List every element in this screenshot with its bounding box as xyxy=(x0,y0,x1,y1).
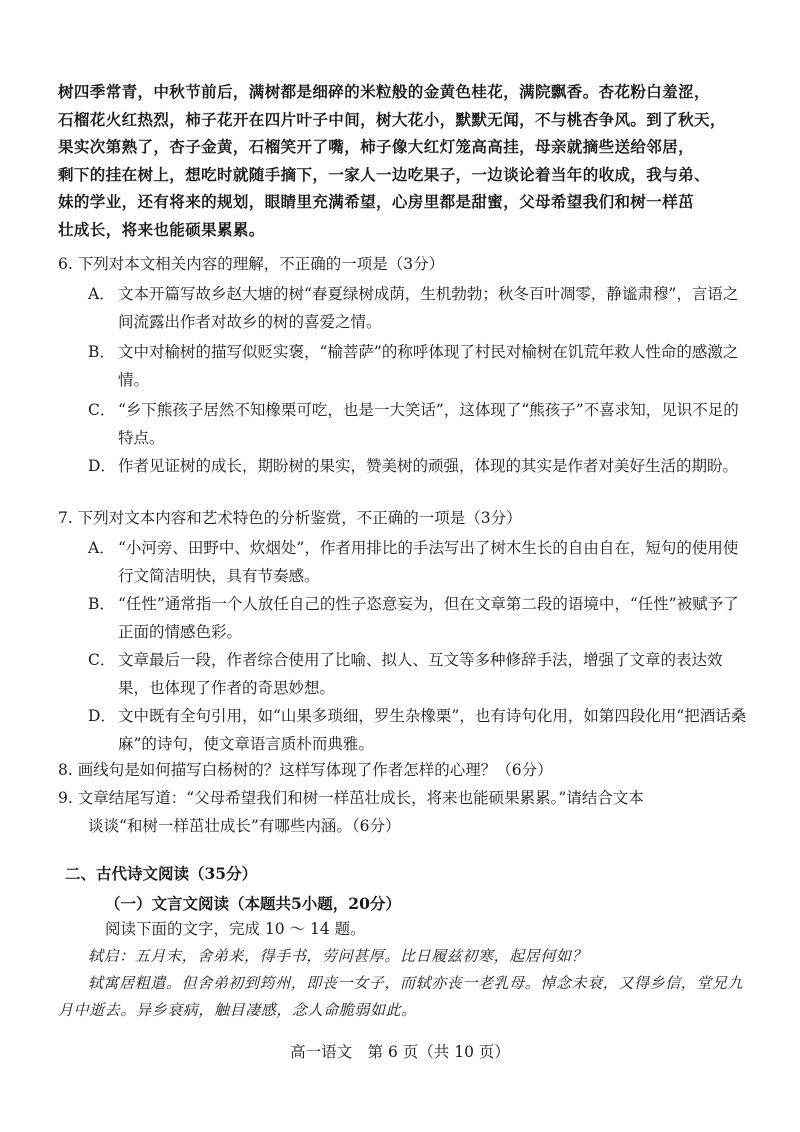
passage-line: 壮成长，将来也能硕果累累。 xyxy=(58,219,265,239)
passage-line: 石榴花火红热烈，柿子花开在四片叶子中间，树大花小，默默无闻，不与桃杏争风。到了秋天， xyxy=(58,109,726,129)
classical-paragraph: 轼寓居粗遣。但舍弟初到筠州，即丧一女子，而轼亦丧一老乳母。悼念未衰，又得乡信，堂兄九月中逝去。异乡衰病，触目凄感，念人命脆弱如此。 xyxy=(58,974,744,1019)
question-stem: 8. 画线句是如何描写白杨树的？这样写体现了作者怎样的心理？（6分） xyxy=(58,761,553,779)
option-letter: C． xyxy=(88,651,116,669)
option-letter: B． xyxy=(88,595,115,613)
subsection-title: （一）文言文阅读（本题共5小题，20分） xyxy=(105,894,401,913)
option-text: 文中对榆树的描写似贬实褒，“榆菩萨”的称呼体现了村民对榆树在饥荒年救人性命的感激之情。 xyxy=(118,343,739,389)
passage-line: 剩下的挂在树上，想吃时就随手摘下，一家人一边吃果子，一边谈论着当年的收成，我与弟、 xyxy=(58,164,710,184)
question-stem-line-1: 9. 文章结尾写道：“父母希望我们和树一样茁壮成长，将来也能硕果累累。”请结合文本 xyxy=(58,789,644,807)
question-stem-line-2: 谈谈“和树一样茁壮成长”有哪些内涵。（6分） xyxy=(88,817,401,835)
option-letter: D． xyxy=(88,707,116,725)
option-text: “任性”通常指一个人放任自己的性子恣意妄为，但在文章第二段的语境中，“任性”被赋予了正面的情感色彩。 xyxy=(118,595,739,641)
option-b xyxy=(88,338,748,394)
classical-paragraph: 轼启：五月末，舍弟来，得手书，劳问甚厚。比日履兹初寒，起居何如？ xyxy=(88,947,588,965)
option-c xyxy=(88,646,748,702)
option-d xyxy=(88,702,748,758)
passage-line: 果实次第熟了，杏子金黄，石榴笑开了嘴，柿子像大红灯笼高高挂，母亲就摘些送给邻居， xyxy=(58,137,695,157)
option-text: “乡下熊孩子居然不知橡栗可吃，也是一大笑话”，这体现了“熊孩子”不喜求知，见识不足的特点。 xyxy=(118,401,739,447)
option-letter: B． xyxy=(88,343,115,361)
option-c xyxy=(88,396,748,452)
option-b xyxy=(88,590,748,646)
option-text: 文章最后一段，作者综合使用了比喻、拟人、互文等多种修辞手法，增强了文章的表达效果，也体现了作者的奇思妙想。 xyxy=(118,651,723,697)
passage-line: 树四季常青，中秋节前后，满树都是细碎的米粒般的金黄色桂花，满院飘香。杏花粉白羞涩， xyxy=(58,82,710,101)
option-a xyxy=(88,280,748,336)
instruction-text: 阅读下面的文字，完成 10 ～ 14 题。 xyxy=(105,920,366,938)
option-text: 文中既有全句引用，如“山果多琐细，罗生杂橡栗”，也有诗句化用，如第四段化用“把酒话桑麻”的诗句，使文章语言质朴而典雅。 xyxy=(118,707,747,753)
option-letter: A． xyxy=(88,539,115,557)
question-stem: 6. 下列对本文相关内容的理解，不正确的一项是（3分） xyxy=(58,255,445,273)
classical-text xyxy=(58,943,748,1024)
option-letter: C． xyxy=(88,401,116,419)
option-letter: A． xyxy=(88,285,115,303)
option-a xyxy=(88,534,748,590)
option-letter: D． xyxy=(88,457,116,475)
option-text: 文本开篇写故乡赵大塘的树“春夏绿树成荫，生机勃勃；秋冬百叶凋零，静谧肃穆”，言语之间流露出作者对故乡的树的喜爱之情。 xyxy=(118,285,739,331)
section-title: 二、古代诗文阅读（35分） xyxy=(65,864,258,883)
option-d xyxy=(88,452,748,480)
question-stem: 7. 下列对文本内容和艺术特色的分析鉴赏，不正确的一项是（3分） xyxy=(58,509,522,527)
option-text: 作者见证树的成长，期盼树的果实，赞美树的顽强，体现的其实是作者对美好生活的期盼。 xyxy=(118,457,739,475)
page-footer: 高一语文 第 6 页（共 10 页） xyxy=(290,1043,510,1061)
passage-line: 妹的学业，还有将来的规划，眼睛里充满希望，心房里都是甜蜜，父母希望我们和树一样茁 xyxy=(58,192,695,212)
option-text: “小河旁、田野中、炊烟处”，作者用排比的手法写出了树木生长的自由自在，短句的使用使行文简洁明快，具有节奏感。 xyxy=(118,539,739,585)
reading-passage-continued xyxy=(58,78,748,244)
